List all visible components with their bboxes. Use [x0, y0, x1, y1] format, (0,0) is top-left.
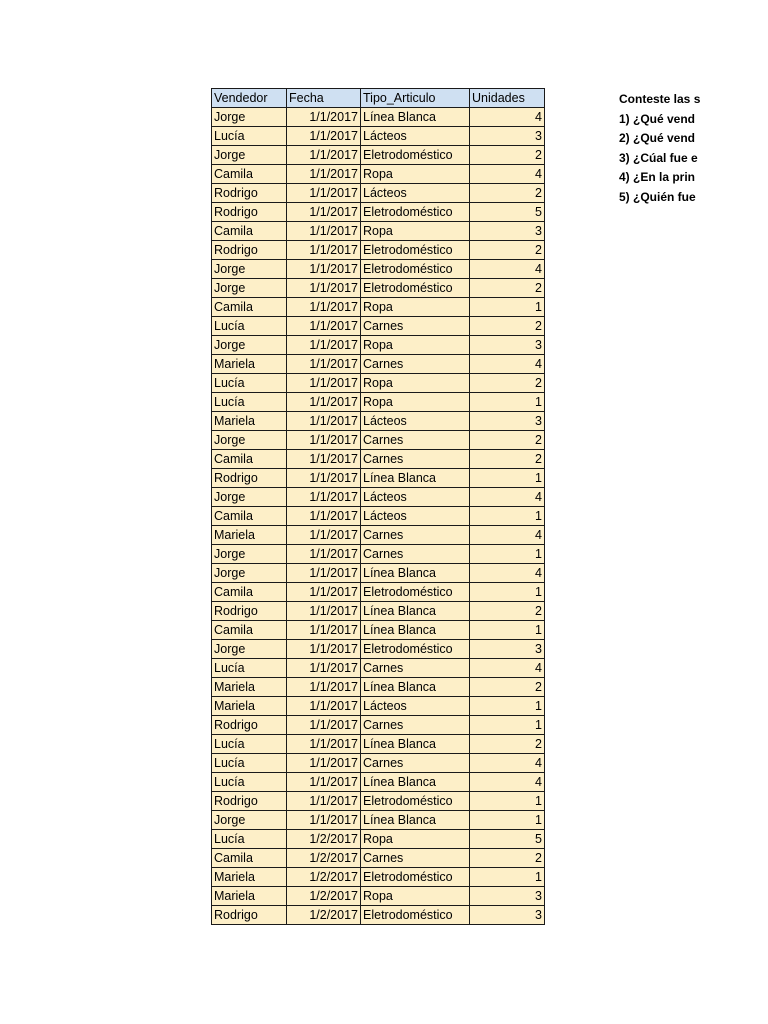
- cell-unidades[interactable]: 1: [470, 545, 545, 564]
- cell-fecha[interactable]: 1/1/2017: [287, 412, 361, 431]
- cell-vendedor[interactable]: Jorge: [212, 488, 287, 507]
- cell-unidades[interactable]: 5: [470, 203, 545, 222]
- cell-fecha[interactable]: 1/1/2017: [287, 583, 361, 602]
- cell-unidades[interactable]: 2: [470, 279, 545, 298]
- cell-fecha[interactable]: 1/1/2017: [287, 393, 361, 412]
- table-row: [212, 336, 545, 355]
- cell-vendedor[interactable]: Mariela: [212, 526, 287, 545]
- header-vendedor[interactable]: Vendedor: [212, 89, 287, 108]
- question-2[interactable]: 2) ¿Qué vend: [619, 131, 696, 145]
- cell-fecha[interactable]: 1/1/2017: [287, 317, 361, 336]
- cell-vendedor[interactable]: Camila: [212, 450, 287, 469]
- cell-tipo-articulo[interactable]: Lácteos: [361, 488, 470, 507]
- cell-fecha[interactable]: 1/2/2017: [287, 830, 361, 849]
- cell-tipo-articulo[interactable]: Línea Blanca: [361, 811, 470, 830]
- cell-tipo-articulo[interactable]: Carnes: [361, 716, 470, 735]
- table-row: [212, 792, 545, 811]
- table-row: [212, 716, 545, 735]
- cell-tipo-articulo[interactable]: Eletrodoméstico: [361, 260, 470, 279]
- cell-unidades[interactable]: 2: [470, 241, 545, 260]
- cell-unidades[interactable]: 1: [470, 868, 545, 887]
- cell-vendedor[interactable]: Camila: [212, 583, 287, 602]
- cell-unidades[interactable]: 4: [470, 108, 545, 127]
- cell-fecha[interactable]: 1/1/2017: [287, 374, 361, 393]
- table-row: [212, 621, 545, 640]
- table-row: [212, 830, 545, 849]
- cell-tipo-articulo[interactable]: Línea Blanca: [361, 621, 470, 640]
- header-tipo-articulo[interactable]: Tipo_Articulo: [361, 89, 470, 108]
- cell-tipo-articulo[interactable]: Ropa: [361, 336, 470, 355]
- cell-fecha[interactable]: 1/1/2017: [287, 735, 361, 754]
- table-row: [212, 678, 545, 697]
- table-row: [212, 773, 545, 792]
- cell-unidades[interactable]: 3: [470, 640, 545, 659]
- table-row: [212, 450, 545, 469]
- cell-unidades[interactable]: 4: [470, 488, 545, 507]
- cell-tipo-articulo[interactable]: Carnes: [361, 545, 470, 564]
- cell-unidades[interactable]: 3: [470, 222, 545, 241]
- table-row: [212, 431, 545, 450]
- cell-tipo-articulo[interactable]: Ropa: [361, 887, 470, 906]
- table-row: [212, 659, 545, 678]
- cell-vendedor[interactable]: Mariela: [212, 678, 287, 697]
- cell-vendedor[interactable]: Camila: [212, 165, 287, 184]
- cell-vendedor[interactable]: Jorge: [212, 146, 287, 165]
- cell-unidades[interactable]: 2: [470, 184, 545, 203]
- cell-vendedor[interactable]: Rodrigo: [212, 184, 287, 203]
- cell-unidades[interactable]: 4: [470, 754, 545, 773]
- cell-unidades[interactable]: 2: [470, 374, 545, 393]
- cell-unidades[interactable]: 1: [470, 716, 545, 735]
- cell-vendedor[interactable]: Jorge: [212, 279, 287, 298]
- cell-fecha[interactable]: 1/1/2017: [287, 469, 361, 488]
- table-row: [212, 507, 545, 526]
- table-row: [212, 545, 545, 564]
- cell-vendedor[interactable]: Rodrigo: [212, 602, 287, 621]
- cell-tipo-articulo[interactable]: Ropa: [361, 393, 470, 412]
- question-4[interactable]: 4) ¿En la prin: [619, 170, 696, 184]
- cell-unidades[interactable]: 4: [470, 260, 545, 279]
- cell-unidades[interactable]: 2: [470, 602, 545, 621]
- cell-vendedor[interactable]: Rodrigo: [212, 906, 287, 925]
- cell-fecha[interactable]: 1/1/2017: [287, 336, 361, 355]
- cell-fecha[interactable]: 1/1/2017: [287, 222, 361, 241]
- cell-fecha[interactable]: 1/1/2017: [287, 298, 361, 317]
- cell-unidades[interactable]: 3: [470, 336, 545, 355]
- cell-vendedor[interactable]: Rodrigo: [212, 716, 287, 735]
- cell-vendedor[interactable]: Lucía: [212, 659, 287, 678]
- cell-unidades[interactable]: 1: [470, 393, 545, 412]
- cell-vendedor[interactable]: Lucía: [212, 374, 287, 393]
- cell-unidades[interactable]: 3: [470, 906, 545, 925]
- cell-tipo-articulo[interactable]: Eletrodoméstico: [361, 792, 470, 811]
- cell-unidades[interactable]: 2: [470, 431, 545, 450]
- cell-vendedor[interactable]: Rodrigo: [212, 203, 287, 222]
- header-fecha[interactable]: Fecha: [287, 89, 361, 108]
- cell-tipo-articulo[interactable]: Lácteos: [361, 127, 470, 146]
- table-row: [212, 279, 545, 298]
- cell-vendedor[interactable]: Lucía: [212, 754, 287, 773]
- cell-tipo-articulo[interactable]: Carnes: [361, 659, 470, 678]
- cell-tipo-articulo[interactable]: Lácteos: [361, 697, 470, 716]
- cell-vendedor[interactable]: Mariela: [212, 887, 287, 906]
- cell-vendedor[interactable]: Lucía: [212, 735, 287, 754]
- cell-tipo-articulo[interactable]: Carnes: [361, 431, 470, 450]
- cell-tipo-articulo[interactable]: Línea Blanca: [361, 564, 470, 583]
- question-5[interactable]: 5) ¿Quién fue: [619, 189, 696, 204]
- cell-fecha[interactable]: 1/1/2017: [287, 640, 361, 659]
- cell-vendedor[interactable]: Camila: [212, 507, 287, 526]
- questions-panel: [619, 90, 768, 207]
- table-row: [212, 108, 545, 127]
- cell-vendedor[interactable]: Jorge: [212, 260, 287, 279]
- cell-fecha[interactable]: 1/1/2017: [287, 773, 361, 792]
- cell-tipo-articulo[interactable]: Carnes: [361, 450, 470, 469]
- cell-unidades[interactable]: 1: [470, 621, 545, 640]
- header-row: [212, 89, 545, 108]
- cell-tipo-articulo[interactable]: Eletrodoméstico: [361, 241, 470, 260]
- question-1[interactable]: 1) ¿Qué vend: [619, 111, 696, 126]
- table-row: [212, 203, 545, 222]
- cell-fecha[interactable]: 1/1/2017: [287, 602, 361, 621]
- cell-unidades[interactable]: 2: [470, 317, 545, 336]
- table-row: [212, 374, 545, 393]
- cell-tipo-articulo[interactable]: Ropa: [361, 222, 470, 241]
- table-row: [212, 241, 545, 260]
- cell-tipo-articulo[interactable]: Ropa: [361, 298, 470, 317]
- cell-unidades[interactable]: 4: [470, 526, 545, 545]
- cell-vendedor[interactable]: Jorge: [212, 545, 287, 564]
- sales-table: [211, 88, 545, 925]
- cell-fecha[interactable]: 1/1/2017: [287, 184, 361, 203]
- cell-fecha[interactable]: 1/1/2017: [287, 488, 361, 507]
- cell-fecha[interactable]: 1/1/2017: [287, 355, 361, 374]
- table-row: [212, 488, 545, 507]
- cell-fecha[interactable]: 1/1/2017: [287, 811, 361, 830]
- table-row: [212, 811, 545, 830]
- cell-unidades[interactable]: 4: [470, 659, 545, 678]
- cell-tipo-articulo[interactable]: Lácteos: [361, 184, 470, 203]
- cell-vendedor[interactable]: Jorge: [212, 564, 287, 583]
- cell-unidades[interactable]: 3: [470, 887, 545, 906]
- question-3[interactable]: 3) ¿Cúal fue e: [619, 150, 698, 165]
- cell-fecha[interactable]: 1/1/2017: [287, 792, 361, 811]
- cell-tipo-articulo[interactable]: Carnes: [361, 754, 470, 773]
- table-row: [212, 393, 545, 412]
- table-row: [212, 184, 545, 203]
- cell-tipo-articulo[interactable]: Eletrodoméstico: [361, 203, 470, 222]
- cell-unidades[interactable]: 2: [470, 146, 545, 165]
- table-row: [212, 697, 545, 716]
- cell-unidades[interactable]: 1: [470, 811, 545, 830]
- cell-tipo-articulo[interactable]: Línea Blanca: [361, 108, 470, 127]
- cell-vendedor[interactable]: Jorge: [212, 431, 287, 450]
- cell-unidades[interactable]: 3: [470, 127, 545, 146]
- table-row: [212, 127, 545, 146]
- cell-tipo-articulo[interactable]: Ropa: [361, 830, 470, 849]
- cell-fecha[interactable]: 1/1/2017: [287, 659, 361, 678]
- table-row: [212, 526, 545, 545]
- cell-unidades[interactable]: 4: [470, 773, 545, 792]
- questions-heading[interactable]: Conteste las s: [619, 92, 701, 106]
- cell-tipo-articulo[interactable]: Carnes: [361, 317, 470, 336]
- cell-tipo-articulo[interactable]: Lácteos: [361, 412, 470, 431]
- table-row: [212, 640, 545, 659]
- table-row: [212, 412, 545, 431]
- table-row: [212, 146, 545, 165]
- table-row: [212, 222, 545, 241]
- cell-unidades[interactable]: 2: [470, 849, 545, 868]
- cell-vendedor[interactable]: Lucía: [212, 317, 287, 336]
- cell-vendedor[interactable]: Jorge: [212, 108, 287, 127]
- cell-unidades[interactable]: 2: [470, 735, 545, 754]
- cell-tipo-articulo[interactable]: Línea Blanca: [361, 602, 470, 621]
- cell-unidades[interactable]: 2: [470, 450, 545, 469]
- table-row: [212, 906, 545, 925]
- table-row: [212, 298, 545, 317]
- cell-unidades[interactable]: 5: [470, 830, 545, 849]
- cell-fecha[interactable]: 1/2/2017: [287, 906, 361, 925]
- cell-tipo-articulo[interactable]: Eletrodoméstico: [361, 868, 470, 887]
- cell-vendedor[interactable]: Camila: [212, 621, 287, 640]
- cell-tipo-articulo[interactable]: Lácteos: [361, 507, 470, 526]
- cell-vendedor[interactable]: Camila: [212, 849, 287, 868]
- cell-tipo-articulo[interactable]: Línea Blanca: [361, 678, 470, 697]
- cell-fecha[interactable]: 1/1/2017: [287, 545, 361, 564]
- cell-fecha[interactable]: 1/1/2017: [287, 203, 361, 222]
- cell-fecha[interactable]: 1/2/2017: [287, 868, 361, 887]
- cell-tipo-articulo[interactable]: Línea Blanca: [361, 773, 470, 792]
- cell-vendedor[interactable]: Camila: [212, 222, 287, 241]
- cell-tipo-articulo[interactable]: Eletrodoméstico: [361, 906, 470, 925]
- cell-vendedor[interactable]: Rodrigo: [212, 792, 287, 811]
- table-row: [212, 165, 545, 184]
- table-row: [212, 564, 545, 583]
- cell-tipo-articulo[interactable]: Eletrodoméstico: [361, 146, 470, 165]
- cell-fecha[interactable]: 1/1/2017: [287, 260, 361, 279]
- cell-fecha[interactable]: 1/2/2017: [287, 849, 361, 868]
- table-body: [212, 108, 545, 925]
- table-row: [212, 735, 545, 754]
- cell-fecha[interactable]: 1/1/2017: [287, 146, 361, 165]
- cell-fecha[interactable]: 1/1/2017: [287, 507, 361, 526]
- cell-vendedor[interactable]: Lucía: [212, 830, 287, 849]
- cell-unidades[interactable]: 1: [470, 469, 545, 488]
- cell-vendedor[interactable]: Lucía: [212, 393, 287, 412]
- cell-unidades[interactable]: 1: [470, 583, 545, 602]
- cell-tipo-articulo[interactable]: Carnes: [361, 355, 470, 374]
- cell-fecha[interactable]: 1/1/2017: [287, 108, 361, 127]
- cell-vendedor[interactable]: Rodrigo: [212, 469, 287, 488]
- cell-unidades[interactable]: 4: [470, 355, 545, 374]
- cell-tipo-articulo[interactable]: Carnes: [361, 526, 470, 545]
- cell-unidades[interactable]: 1: [470, 298, 545, 317]
- table-row: [212, 355, 545, 374]
- cell-vendedor[interactable]: Mariela: [212, 355, 287, 374]
- cell-tipo-articulo[interactable]: Eletrodoméstico: [361, 279, 470, 298]
- table-row: [212, 602, 545, 621]
- cell-tipo-articulo[interactable]: Ropa: [361, 374, 470, 393]
- cell-unidades[interactable]: 1: [470, 792, 545, 811]
- cell-vendedor[interactable]: Mariela: [212, 412, 287, 431]
- cell-fecha[interactable]: 1/1/2017: [287, 526, 361, 545]
- cell-fecha[interactable]: 1/1/2017: [287, 241, 361, 260]
- cell-unidades[interactable]: 4: [470, 165, 545, 184]
- cell-tipo-articulo[interactable]: Línea Blanca: [361, 735, 470, 754]
- cell-unidades[interactable]: 3: [470, 412, 545, 431]
- cell-vendedor[interactable]: Jorge: [212, 811, 287, 830]
- cell-fecha[interactable]: 1/1/2017: [287, 621, 361, 640]
- cell-fecha[interactable]: 1/1/2017: [287, 678, 361, 697]
- cell-fecha[interactable]: 1/1/2017: [287, 564, 361, 583]
- cell-unidades[interactable]: 1: [470, 697, 545, 716]
- header-unidades[interactable]: Unidades: [470, 89, 545, 108]
- cell-tipo-articulo[interactable]: Eletrodoméstico: [361, 583, 470, 602]
- table-row: [212, 583, 545, 602]
- cell-unidades[interactable]: 4: [470, 564, 545, 583]
- cell-vendedor[interactable]: Rodrigo: [212, 241, 287, 260]
- cell-vendedor[interactable]: Mariela: [212, 868, 287, 887]
- cell-tipo-articulo[interactable]: Eletrodoméstico: [361, 640, 470, 659]
- cell-fecha[interactable]: 1/2/2017: [287, 887, 361, 906]
- cell-vendedor[interactable]: Jorge: [212, 336, 287, 355]
- cell-unidades[interactable]: 2: [470, 678, 545, 697]
- cell-vendedor[interactable]: Lucía: [212, 127, 287, 146]
- table-row: [212, 868, 545, 887]
- cell-tipo-articulo[interactable]: Línea Blanca: [361, 469, 470, 488]
- cell-fecha[interactable]: 1/1/2017: [287, 697, 361, 716]
- table-row: [212, 260, 545, 279]
- cell-fecha[interactable]: 1/1/2017: [287, 450, 361, 469]
- cell-fecha[interactable]: 1/1/2017: [287, 716, 361, 735]
- cell-fecha[interactable]: 1/1/2017: [287, 754, 361, 773]
- cell-fecha[interactable]: 1/1/2017: [287, 127, 361, 146]
- cell-fecha[interactable]: 1/1/2017: [287, 165, 361, 184]
- cell-fecha[interactable]: 1/1/2017: [287, 431, 361, 450]
- cell-unidades[interactable]: 1: [470, 507, 545, 526]
- table-row: [212, 317, 545, 336]
- cell-vendedor[interactable]: Mariela: [212, 697, 287, 716]
- cell-tipo-articulo[interactable]: Ropa: [361, 165, 470, 184]
- table-row: [212, 469, 545, 488]
- cell-vendedor[interactable]: Camila: [212, 298, 287, 317]
- table-row: [212, 887, 545, 906]
- cell-fecha[interactable]: 1/1/2017: [287, 279, 361, 298]
- cell-vendedor[interactable]: Lucía: [212, 773, 287, 792]
- table-row: [212, 849, 545, 868]
- table-row: [212, 754, 545, 773]
- cell-tipo-articulo[interactable]: Carnes: [361, 849, 470, 868]
- cell-vendedor[interactable]: Jorge: [212, 640, 287, 659]
